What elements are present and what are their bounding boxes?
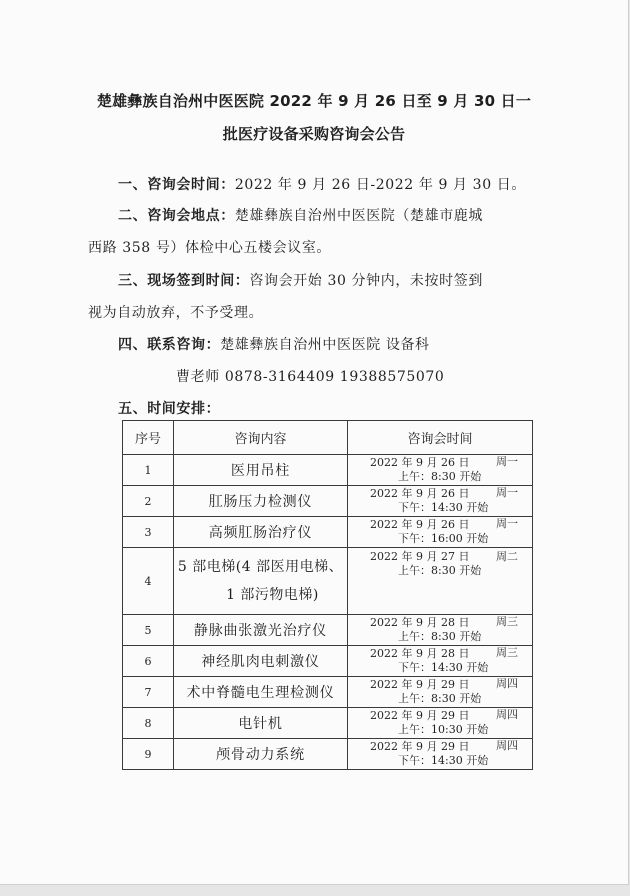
row-start: 上午：8:30 开始	[398, 630, 482, 643]
row-date: 2022 年 9 月 26 日	[370, 518, 470, 531]
row-number: 3	[123, 517, 174, 548]
table-row	[123, 739, 533, 770]
table-row	[123, 517, 533, 548]
row-item	[174, 548, 348, 615]
row-time	[348, 486, 533, 517]
row-number: 8	[123, 708, 174, 739]
table-row	[123, 708, 533, 739]
row-number: 1	[123, 455, 174, 486]
row-time	[348, 517, 533, 548]
announcement-title-line-2: 批医疗设备采购咨询会公告	[222, 125, 406, 143]
table-row	[123, 677, 533, 708]
row-weekday: 周一	[496, 517, 518, 530]
row-item: 颅骨动力系统	[174, 739, 348, 770]
signin-time-label: 三、现场签到时间：	[118, 273, 250, 289]
announcement-title-line-1: 楚雄彝族自治州中医医院 2022 年 9 月 26 日至 9 月 30 日一	[96, 92, 532, 110]
row-weekday: 周四	[496, 677, 518, 690]
header-content: 咨询内容	[174, 421, 348, 455]
row-number: 5	[123, 615, 174, 646]
row-date: 2022 年 9 月 29 日	[370, 740, 470, 753]
row-start: 上午：8:30 开始	[398, 692, 482, 705]
header-number: 序号	[123, 421, 174, 455]
row-start: 上午：8:30 开始	[398, 564, 482, 577]
row-item: 医用吊柱	[174, 455, 348, 486]
row-item: 高频肛肠治疗仪	[174, 517, 348, 548]
row-number: 4	[123, 548, 174, 615]
schedule-table	[122, 420, 533, 770]
row-start: 下午：14:30 开始	[398, 501, 489, 514]
row-start: 上午：10:30 开始	[398, 723, 489, 736]
row-time	[348, 646, 533, 677]
consultation-place-value: 楚雄彝族自治州中医医院（楚雄市鹿城	[234, 208, 484, 224]
row-item: 静脉曲张激光治疗仪	[174, 615, 348, 646]
row-start: 下午：14:30 开始	[398, 754, 489, 767]
schedule-label: 五、时间安排：	[118, 401, 221, 417]
row-date: 2022 年 9 月 29 日	[370, 678, 470, 691]
row-weekday: 周四	[496, 739, 518, 752]
contact-label: 四、联系咨询：	[118, 337, 221, 353]
contact-person: 曹老师 0878-3164409 19388575070	[176, 369, 445, 385]
signin-time	[118, 270, 483, 290]
consultation-time-label: 一、咨询会时间：	[118, 177, 235, 193]
row-number: 9	[123, 739, 174, 770]
header-time: 咨询会时间	[348, 421, 533, 455]
row-item-line-1: 5 部电梯(4 部医用电梯、	[177, 559, 344, 575]
signin-time-value: 咨询会开始 30 分钟内，未按时签到	[249, 273, 483, 289]
row-weekday: 周四	[496, 708, 518, 721]
table-row	[123, 486, 533, 517]
row-weekday: 周一	[496, 455, 518, 468]
row-time	[348, 708, 533, 739]
row-time	[348, 548, 533, 615]
contact	[118, 334, 430, 354]
consultation-time	[118, 174, 526, 194]
table-row	[123, 646, 533, 677]
row-weekday: 周二	[496, 550, 518, 563]
table-row	[123, 455, 533, 486]
row-item: 神经肌肉电刺激仪	[174, 646, 348, 677]
row-weekday: 周三	[496, 615, 518, 628]
row-number: 7	[123, 677, 174, 708]
row-weekday: 周一	[496, 486, 518, 499]
table-row	[123, 615, 533, 646]
row-start: 下午：14:30 开始	[398, 661, 489, 674]
row-date: 2022 年 9 月 28 日	[370, 647, 470, 660]
row-start: 下午：16:00 开始	[398, 532, 489, 545]
contact-value: 楚雄彝族自治州中医医院 设备科	[220, 337, 430, 353]
row-item: 术中脊髓电生理检测仪	[174, 677, 348, 708]
row-date: 2022 年 9 月 27 日	[370, 550, 470, 563]
table-row	[123, 548, 533, 615]
consultation-place-label: 二、咨询会地点：	[118, 208, 235, 224]
row-weekday: 周三	[496, 646, 518, 659]
row-start: 上午：8:30 开始	[398, 470, 482, 483]
row-date: 2022 年 9 月 26 日	[370, 487, 470, 500]
row-date: 2022 年 9 月 28 日	[370, 616, 470, 629]
row-item-line-2: 1 部污物电梯)	[226, 587, 319, 603]
consultation-place-continued: 西路 358 号）体检中心五楼会议室。	[88, 240, 332, 256]
row-time	[348, 455, 533, 486]
row-item: 电针机	[174, 708, 348, 739]
row-time	[348, 677, 533, 708]
row-date: 2022 年 9 月 29 日	[370, 709, 470, 722]
row-item: 肛肠压力检测仪	[174, 486, 348, 517]
consultation-place	[118, 205, 483, 225]
row-date: 2022 年 9 月 26 日	[370, 456, 470, 469]
signin-time-continued: 视为自动放弃，不予受理。	[88, 305, 264, 321]
table-header-row	[123, 421, 533, 455]
row-time	[348, 739, 533, 770]
row-number: 2	[123, 486, 174, 517]
row-number: 6	[123, 646, 174, 677]
row-time	[348, 615, 533, 646]
consultation-time-value: 2022 年 9 月 26 日-2022 年 9 月 30 日。	[234, 177, 526, 193]
